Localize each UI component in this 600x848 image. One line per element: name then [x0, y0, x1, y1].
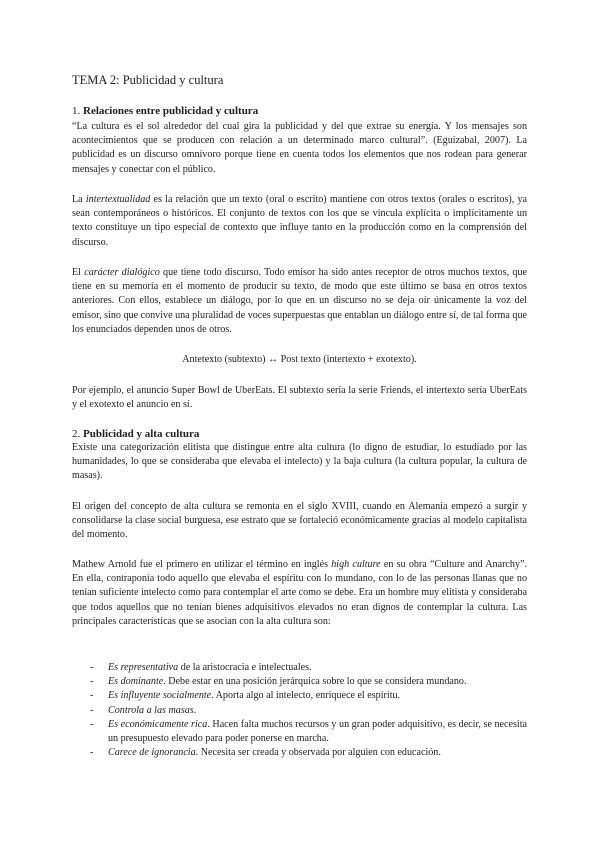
section-1-heading — [72, 104, 527, 118]
p3-body: que tiene todo discurso. Todo emisor ha sido antes receptor de otros muchos textos, que tiene en su memoria en el momento de producir su texto, de modo que este último se basa en otros textos anteriores. Con ellos, establece un diálogo, por lo que en un discurso no se deja oír únicamente la voz del emisor, sino que convive una pluralidad de voces superpuestas que entablan un diálogo entre sí, de tal forma que los enunciados dependen unos de otros. — [72, 267, 527, 335]
list-item-text: . — [193, 704, 197, 716]
section-1-number: 1. — [72, 105, 81, 117]
bullet-dash: - — [90, 662, 94, 673]
section-2-number: 2. — [72, 428, 81, 440]
bullet-dash: - — [90, 747, 94, 759]
term-intertextualidad: intertextualidad — [85, 194, 151, 205]
section-1-paragraph-2 — [72, 193, 527, 250]
p2-lead: La — [72, 194, 86, 205]
characteristics-list — [72, 661, 527, 760]
list-item — [72, 704, 527, 718]
section-1-paragraph-3 — [72, 266, 527, 337]
bullet-dash: - — [90, 690, 94, 702]
section-1-paragraph-4: Por ejemplo, el anuncio Super Bowl de UberEats. El subtexto sería la serie Friends, el intertexto sería UberEats y el exotexto el anuncio en sí. — [72, 385, 527, 411]
list-item-emphasis: Carece de ignorancia — [108, 747, 196, 759]
section-2-paragraph-3 — [72, 558, 527, 629]
list-item-emphasis: Es representativa — [108, 662, 179, 673]
text-formula: Antetexto (subtexto) ↔ Post texto (intertexto + exotexto). — [182, 354, 417, 365]
list-item-text: . Necesita ser creada y observada por alguien con educación. — [195, 747, 441, 759]
section-2-title: Publicidad y alta cultura — [83, 428, 200, 440]
list-item-emphasis: Es dominante — [108, 676, 164, 688]
term-caracter-dialogico: carácter dialógico — [84, 267, 160, 278]
list-item-text: . Hacen falta muchos recursos y un gran poder adquisitivo, es decir, se necesita un presupuesto elevado para poder ponerse en marcha. — [108, 718, 527, 745]
bullet-dash: - — [90, 704, 94, 716]
bullet-dash: - — [90, 676, 94, 688]
p2-body: es la relación que un texto (oral o escrito) mantiene con otros textos (orales o escritos), ya sean contemporáneos o históricos. El conjunto de textos con los que se vincula explícita o implícitamente un texto constituye un tipo especial de contexto que influye tanto en la producción como en la comprensión del discurso. — [72, 194, 527, 248]
list-item-text: . Debe estar en una posición jerárquica sobre lo que se considera mundano. — [163, 676, 467, 688]
document-title: TEMA 2: Publicidad y cultura — [72, 73, 224, 87]
list-item — [72, 661, 527, 675]
p3b-body: en su obra “Culture and Anarchy”. En ella, contraponía todo aquello que elevaba el espíritu con lo mundano, con lo de las personas llanas que no tenían suficiente intelecto como para contemplar el arte como se debe. Era un hombre muy elitista y consideraba que todos aquellos que no tenían bienes adquisitivos elevados no eran dignos de contemplar la cultura. Las principales características que se asocian con la alta cultura son: — [72, 559, 528, 627]
list-item — [72, 675, 527, 689]
list-item — [72, 718, 527, 746]
section-2-paragraph-2: El origen del concepto de alta cultura se remonta en el siglo XVIII, cuando en Alemania empezó a surgir y consolidarse la clase social burguesa, ese estrato que se fortaleció económicamente gracias al modelo capitalista del momento. — [72, 501, 527, 541]
list-item-emphasis: Es económicamente rica — [108, 718, 208, 730]
list-item-text: . Aporta algo al intelecto, enriquece el espíritu. — [211, 690, 401, 702]
term-high-culture: high culture — [331, 559, 381, 570]
list-item-emphasis: Es influyente socialmente — [108, 690, 212, 702]
section-1-title: Relaciones entre publicidad y cultura — [83, 105, 259, 117]
section-1-paragraph-1: “La cultura es el sol alrededor del cual gira la publicidad y del que extrae su energía. Y los mensajes son acontecimientos que se producen con relación a un determinado marco cultural”. (Eguizabal, 2007). La publicidad es un discurso omnívoro porque tiene en cuenta todos los elementos que nos rodean para generar mensajes y conectar con el público. — [72, 121, 527, 175]
bullet-dash: - — [90, 718, 94, 730]
list-item — [72, 746, 527, 760]
section-2-paragraph-1: Existe una categorización elitista que distingue entre alta cultura (lo digno de estudiar, lo estudiado por las humanidades, lo que se consideraba que elevaba el intelecto) y la baja cultura (la cultura popular, la cultura de masas). — [72, 442, 527, 482]
p3-lead: El — [72, 267, 85, 278]
section-2-heading — [72, 427, 527, 441]
p3b-lead: Mathew Arnold fue el primero en utilizar el término en inglés — [72, 559, 332, 570]
list-item-text: de la aristocracia e intelectuales. — [178, 662, 312, 673]
list-item — [72, 689, 527, 703]
list-item-emphasis: Controla a las masas — [108, 704, 194, 716]
